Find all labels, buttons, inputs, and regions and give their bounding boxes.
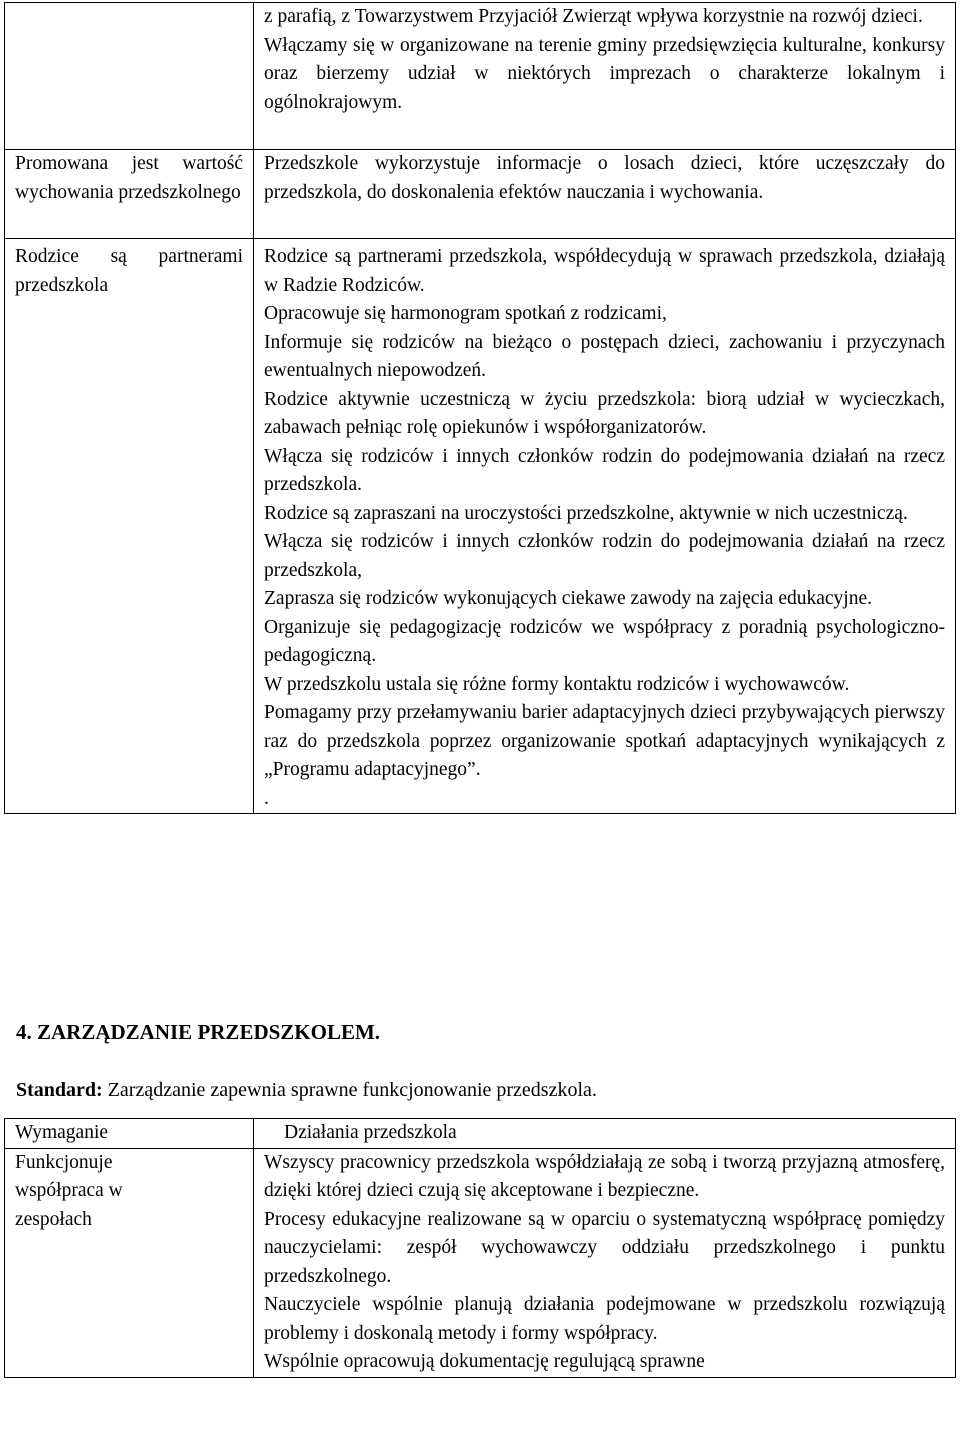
activity-paragraph: Rodzice są partnerami przedszkola, współdecydują w sprawach przedszkola, działają w Radzie Rodziców. — [264, 246, 945, 296]
activity-paragraph: Zaprasza się rodziców wykonujących ciekawe zawody na zajęcia edukacyjne. — [264, 588, 872, 609]
table-row — [5, 239, 956, 814]
activity-paragraph: Procesy edukacyjne realizowane są w oparciu o systematyczną współpracę pomiędzy nauczycielami: zespół wychowawczy oddziału przedszkolnego i punktu przedszkolnego. — [264, 1208, 945, 1287]
activity-paragraph: Opracowuje się harmonogram spotkań z rodzicami, — [264, 303, 667, 324]
standard-text: Zarządzanie zapewnia sprawne funkcjonowanie przedszkola. — [102, 1079, 597, 1101]
activity-paragraph: Pomagamy przy przełamywaniu barier adaptacyjnych dzieci przybywających pierwszy raz do przedszkola poprzez organizowanie spotkań adaptacyjnych wynikających z „Programu adaptacyjnego”. — [264, 702, 945, 780]
activity-paragraph: Organizuje się pedagogizację rodziców we współpracy z poradnią psychologiczno- pedagogiczną. — [264, 616, 945, 666]
activities-cell — [254, 1148, 956, 1377]
table-row — [5, 1148, 956, 1377]
activity-paragraph: z parafią, z Towarzystwem Przyjaciół Zwierząt wpływa korzystnie na rozwój dzieci. — [264, 6, 923, 27]
activity-paragraph: Rodzice aktywnie uczestniczą w życiu przedszkola: biorą udział w wycieczkach, zabawach pełniąc rolę opiekunów i współorganizatorów. — [264, 388, 945, 438]
requirement-cell — [5, 239, 254, 814]
activity-paragraph: Włącza się rodziców i innych członków rodzin do podejmowania działań na rzecz przedszkola. — [264, 445, 945, 495]
activity-paragraph: . — [264, 787, 269, 809]
activities-table-continued — [4, 2, 956, 814]
table-row — [5, 3, 956, 150]
requirement-label: Rodzice są partnerami przedszkola — [15, 246, 243, 296]
activity-paragraph: Informuje się rodziców na bieżąco o postępach dzieci, zachowaniu i przyczynach ewentualnych niepowodzeń. — [264, 331, 945, 381]
requirement-label: Promowana jest wartość wychowania przedszkolnego — [15, 153, 243, 203]
table-header-row — [5, 1119, 956, 1149]
activities-cell — [254, 150, 956, 239]
requirement-cell-empty — [5, 3, 254, 150]
activity-paragraph: Wspólnie opracowują dokumentację regulującą sprawne — [264, 1351, 705, 1372]
standard-line — [16, 1076, 597, 1104]
header-activities-label: Działania przedszkola — [284, 1122, 457, 1143]
activity-paragraph: Włączamy się w organizowane na terenie gminy przedsięwzięcia kulturalne, konkursy oraz bierzemy udział w niektórych imprezach o charakterze lokalnym i ogólnokrajowym. — [264, 34, 945, 113]
activity-paragraph: Rodzice są zapraszani na uroczystości przedszkolne, aktywnie w nich uczestniczą. — [264, 502, 908, 524]
activity-paragraph: Wszyscy pracownicy przedszkola współdziałają ze sobą i tworzą przyjazną atmosferę, dzięki której dzieci czują się akceptowane i bezpieczne. — [264, 1151, 945, 1201]
activity-paragraph: Włącza się rodziców i innych członków rodzin do podejmowania działań na rzecz przedszkola, — [264, 531, 945, 581]
requirement-label: Funkcjonuje współpraca w zespołach — [15, 1151, 123, 1230]
table-row — [5, 150, 956, 239]
requirement-cell — [5, 1148, 254, 1377]
header-requirement: Wymaganie — [5, 1119, 254, 1149]
activity-paragraph: Przedszkole wykorzystuje informacje o losach dzieci, które uczęszczały do przedszkola, do doskonalenia efektów nauczania i wychowania. — [264, 153, 945, 203]
section-heading: 4. ZARZĄDZANIE PRZEDSZKOLEM. — [16, 1020, 381, 1044]
activities-cell — [254, 3, 956, 150]
activities-cell — [254, 239, 956, 814]
requirement-cell — [5, 150, 254, 239]
management-table — [4, 1118, 956, 1378]
header-activities — [254, 1119, 956, 1149]
activity-paragraph: W przedszkolu ustala się różne formy kontaktu rodziców i wychowawców. — [264, 673, 850, 695]
standard-label: Standard: — [16, 1079, 103, 1101]
activity-paragraph: Nauczyciele wspólnie planują działania podejmowane w przedszkolu rozwiązują problemy i doskonalą metody i formy współpracy. — [264, 1294, 945, 1344]
